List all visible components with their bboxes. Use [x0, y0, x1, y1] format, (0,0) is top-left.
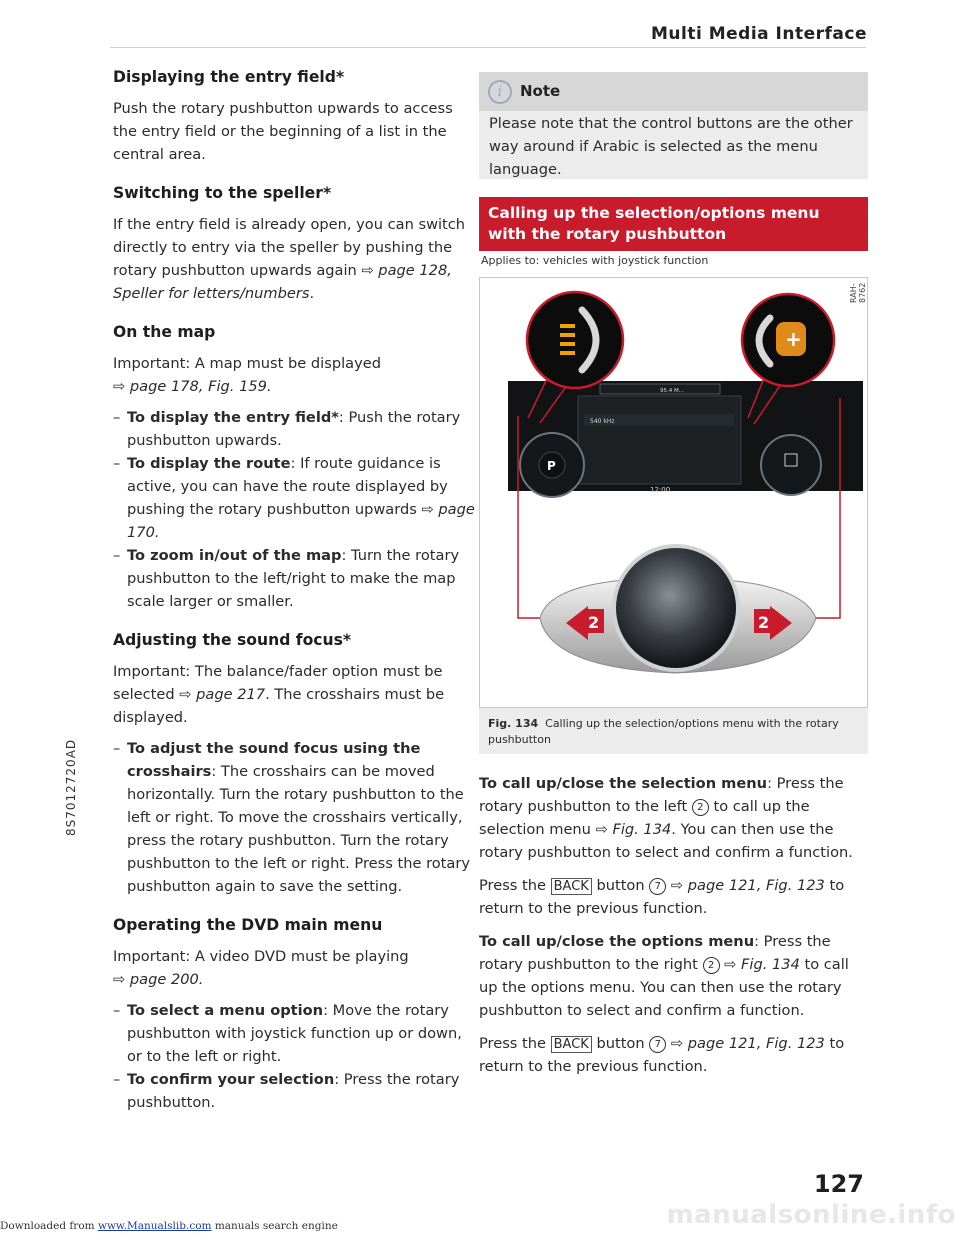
caption-number: Fig. 134: [488, 717, 539, 730]
paragraph-speller: If the entry field is already open, you can switch directly to entry via the speller by pushing the rotary pushbutton upwards again ⇨ page 128, Speller for letters/numbers.: [113, 216, 466, 302]
callout-left-number: 2: [588, 613, 600, 632]
rotary-knob: [614, 546, 738, 670]
heading-dvd-menu: Operating the DVD main menu: [113, 916, 383, 934]
link-dvd-page[interactable]: ⇨ page 200.: [113, 971, 204, 988]
heading-entry-field: Displaying the entry field*: [113, 68, 345, 86]
note-text: Please note that the control buttons are the other way around if Arabic is selected as the menu language.: [489, 115, 853, 178]
callout-circle: 7: [649, 878, 666, 895]
right-gauge: [761, 435, 821, 495]
paragraph-sound-focus: Important: The balance/fader option must be selected ⇨ page 217. The crosshairs must be displayed.: [113, 663, 445, 726]
map-bullet-list: [113, 406, 475, 613]
callout-circle: 7: [649, 1036, 666, 1053]
note-box: [479, 72, 868, 179]
paragraph-options-menu: To call up/close the options menu: Press the rotary pushbutton to the right 2 ⇨ Fig. 134 to call up the options menu. You can then use the rotary pushbutton to select and confirm a function.: [479, 933, 849, 1019]
left-zoom-bubble: [527, 292, 623, 388]
link-fig-134[interactable]: ⇨ Fig. 134: [595, 821, 672, 838]
link-balance-page[interactable]: ⇨ page 217: [179, 686, 266, 703]
list-item: – To display the entry field*: Push the rotary pushbutton upwards.: [113, 406, 475, 452]
heading-speller: Switching to the speller*: [113, 184, 332, 202]
callout-circle: 2: [692, 799, 709, 816]
heading-sound-focus: Adjusting the sound focus*: [113, 631, 352, 649]
heading-on-the-map: On the map: [113, 323, 216, 341]
section-title: Calling up the selection/options menu with the rotary pushbutton: [488, 204, 820, 243]
figure-illustration: [480, 278, 868, 708]
link-map-page[interactable]: ⇨ page 178, Fig. 159.: [113, 378, 272, 395]
link-fig-134-b[interactable]: ⇨ Fig. 134: [719, 956, 800, 973]
info-icon: i: [488, 80, 512, 104]
paragraph-back-1: Press the BACK button 7 ⇨ page 121, Fig. 123 to return to the previous function.: [479, 877, 845, 917]
left-column: [113, 66, 475, 1114]
link-page-121-b[interactable]: ⇨ page 121, Fig. 123: [666, 1035, 825, 1052]
link-route-page[interactable]: ⇨ page 170.: [127, 501, 475, 541]
list-item: – To zoom in/out of the map: Turn the rotary pushbutton to the left/right to make the map scale larger or smaller.: [113, 544, 475, 613]
page-number: 127: [813, 1170, 864, 1198]
note-header: [479, 72, 868, 111]
svg-text:+: +: [785, 327, 802, 351]
figure-code: RAH-8762: [849, 282, 867, 304]
list-item: – To display the route: If route guidance is active, you can have the route displayed by pushing the rotary pushbutton upwards ⇨ page 170.: [113, 452, 475, 544]
callout-circle: 2: [703, 957, 720, 974]
caption-text: Calling up the selection/options menu with the rotary pushbutton: [488, 717, 839, 746]
applies-to-text: Applies to: vehicles with joystick function: [481, 254, 709, 267]
gear-indicator: P: [547, 459, 556, 473]
note-label: Note: [520, 82, 561, 100]
footer: Downloaded from www.Manualslib.com manuals search engine: [0, 1220, 338, 1232]
center-display: [578, 396, 741, 484]
figure-134: [479, 277, 868, 708]
link-speller-page[interactable]: ⇨ page 128, Speller for letters/numbers: [113, 262, 452, 302]
sound-bullet-list: [113, 737, 475, 898]
footer-link[interactable]: www.Manualslib.com: [97, 1220, 212, 1232]
right-column: [479, 772, 868, 1078]
back-key-label: BACK: [551, 878, 592, 895]
figure-caption: [479, 708, 868, 754]
back-key-label: BACK: [551, 1036, 592, 1053]
paragraph-selection-menu: To call up/close the selection menu: Press the rotary pushbutton to the left 2 to call up the selection menu ⇨ Fig. 134. You can then use the rotary pushbutton to select and confirm a function.: [479, 775, 853, 861]
paragraph-entry-field: Push the rotary pushbutton upwards to access the entry field or the beginning of a list in the central area.: [113, 100, 453, 163]
page-header-title: Multi Media Interface: [651, 24, 867, 44]
list-item: – To select a menu option: Move the rotary pushbutton with joystick function up or down, or to the left or right.: [113, 999, 475, 1068]
paragraph-dvd: Important: A video DVD must be playing ⇨ page 200.: [113, 948, 409, 988]
watermark: manualsonline.info: [666, 1200, 956, 1230]
section-title-banner: [479, 197, 868, 251]
radio-frequency: 540 kHz: [590, 418, 615, 425]
link-page-121[interactable]: ⇨ page 121, Fig. 123: [666, 877, 825, 894]
station-label: 95.4 M...: [660, 388, 684, 394]
paragraph-map-important: Important: A map must be displayed ⇨ page 178, Fig. 159.: [113, 355, 381, 395]
header-divider: [110, 47, 866, 48]
list-item: – To adjust the sound focus using the crosshairs: The crosshairs can be moved horizontally. Turn the rotary pushbutton to the left or right. To move the crosshairs vertically, press the rotary pushbutton. Turn the rotary pushbutton to the left or right. Press the rotary pushbutton again to save the setting.: [113, 737, 475, 898]
clock-readout: 12:00: [650, 486, 671, 494]
list-item: – To confirm your selection: Press the rotary pushbutton.: [113, 1068, 475, 1114]
dvd-bullet-list: [113, 999, 475, 1114]
document-code: 8S7012720AD: [64, 738, 78, 836]
callout-right-number: 2: [758, 613, 770, 632]
paragraph-back-2: Press the BACK button 7 ⇨ page 121, Fig. 123 to return to the previous function.: [479, 1035, 845, 1075]
